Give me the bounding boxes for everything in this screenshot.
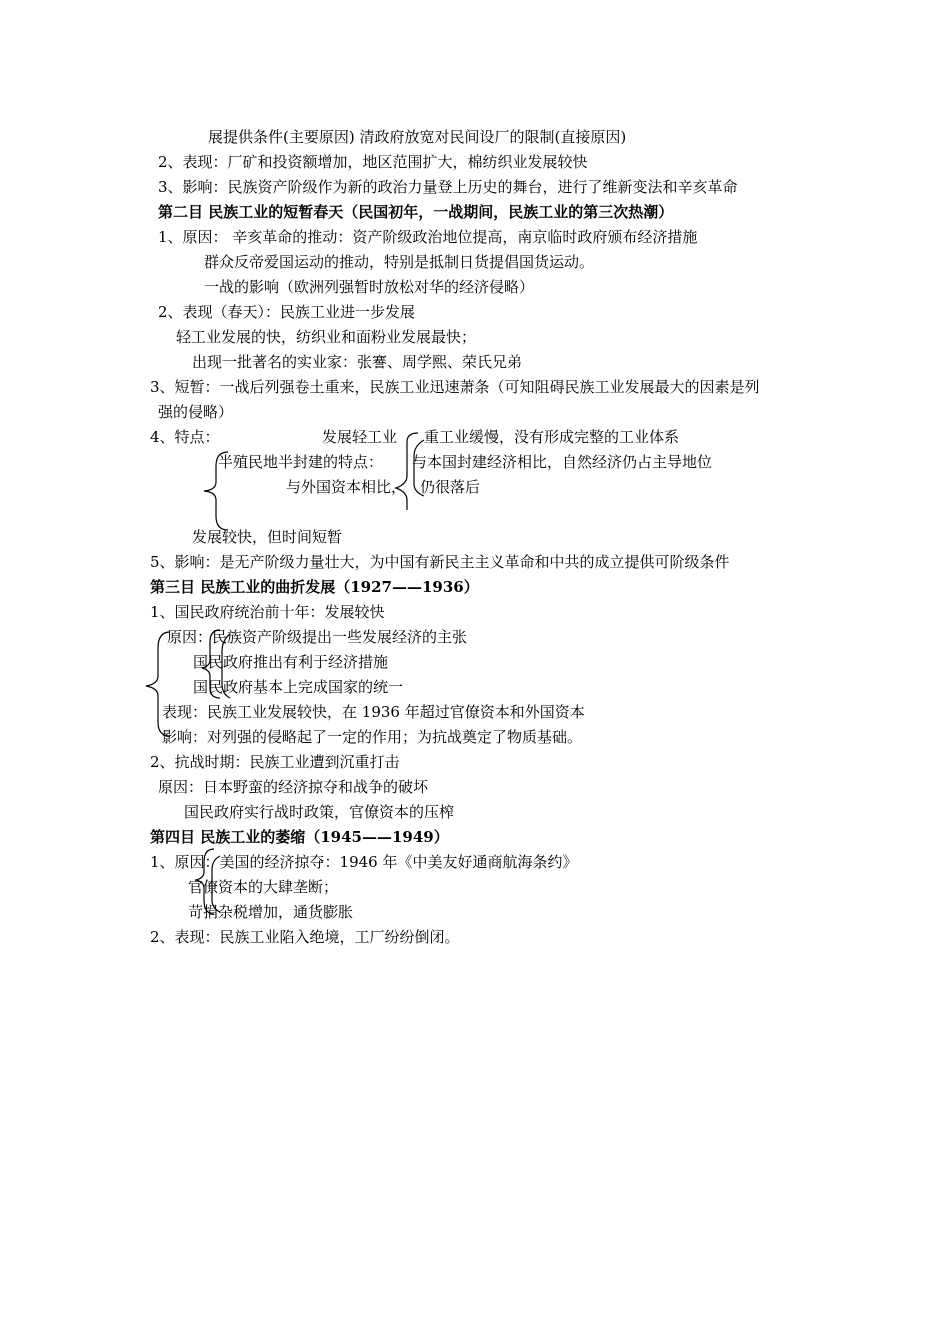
- section-heading: 第二目 民族工业的短暂春天（民国初年，一战期间，民族工业的第三次热潮）: [158, 203, 674, 221]
- text-line: 影响：对列强的侵略起了一定的作用；为抗战奠定了物质基础。: [162, 728, 583, 746]
- text-line: 5、影响：是无产阶级力量壮大，为中国有新民主主义革命和中共的成立提供可阶级条件: [150, 553, 730, 571]
- text-line: 4、特点：: [150, 428, 220, 446]
- text-line: 与本国封建经济相比，自然经济仍占主导地位: [412, 453, 713, 471]
- text-line: 表现：民族工业发展较快，在 1936 年超过官僚资本和外国资本: [162, 703, 585, 721]
- section-heading: 第三目 民族工业的曲折发展（1927——1936）: [150, 578, 479, 596]
- text-line: 展提供条件(主要原因) 清政府放宽对民间设厂的限制(直接原因): [208, 128, 627, 146]
- text-line: 强的侵略）: [158, 403, 234, 421]
- text-line: 2、表现（春天）：民族工业进一步发展: [158, 303, 416, 321]
- text-line: 仍很落后: [420, 478, 481, 496]
- text-line: 1、原因： 辛亥革命的推动：资产阶级政治地位提高，南京临时政府颁布经济措施: [158, 228, 698, 246]
- text-line: 群众反帝爱国运动的推动，特别是抵制日货提倡国货运动。: [204, 253, 595, 271]
- text-line: 国民政府推出有利于经济措施: [193, 653, 389, 671]
- text-line: 1、国民政府统治前十年：发展较快: [150, 603, 385, 621]
- text-line: 与外国资本相比，: [286, 478, 407, 496]
- text-line: 出现一批著名的实业家：张謇、周学熙、荣氏兄弟: [192, 353, 523, 371]
- text-line: 发展轻工业: [322, 428, 398, 446]
- text-line: 官僚资本的大肆垄断；: [188, 878, 339, 896]
- text-line: 轻工业发展的快，纺织业和面粉业发展最快；: [176, 328, 477, 346]
- text-line: 2、表现：民族工业陷入绝境，工厂纷纷倒闭。: [150, 928, 460, 946]
- text-line: 国民政府基本上完成国家的统一: [193, 678, 404, 696]
- text-line: 国民政府实行战时政策，官僚资本的压榨: [184, 803, 455, 821]
- text-line: 1、原因：美国的经济掠夺：1946 年《中美友好通商航海条约》: [150, 853, 578, 871]
- text-line: 3、短暂：一战后列强卷土重来，民族工业迅速萧条（可知阻碍民族工业发展最大的因素是列: [150, 378, 760, 396]
- text-line: 苛捐杂税增加，通货膨胀: [188, 903, 354, 921]
- text-line: 发展较快，但时间短暂: [192, 528, 343, 546]
- text-line: 半殖民地半封建的特点：: [218, 453, 384, 471]
- text-line: 3、影响：民族资产阶级作为新的政治力量登上历史的舞台，进行了维新变法和辛亥革命: [158, 178, 738, 196]
- text-line: 重工业缓慢，没有形成完整的工业体系: [424, 428, 680, 446]
- text-line: 2、抗战时期：民族工业遭到沉重打击: [150, 753, 400, 771]
- text-line: 一战的影响（欧洲列强暂时放松对华的经济侵略）: [204, 278, 535, 296]
- text-line: 原因：日本野蛮的经济掠夺和战争的破坏: [158, 778, 429, 796]
- section-heading: 第四目 民族工业的萎缩（1945——1949）: [150, 828, 449, 846]
- text-line: 原因：民族资产阶级提出一些发展经济的主张: [167, 628, 468, 646]
- text-line: 2、表现：厂矿和投资额增加，地区范围扩大，棉纺织业发展较快: [158, 153, 588, 171]
